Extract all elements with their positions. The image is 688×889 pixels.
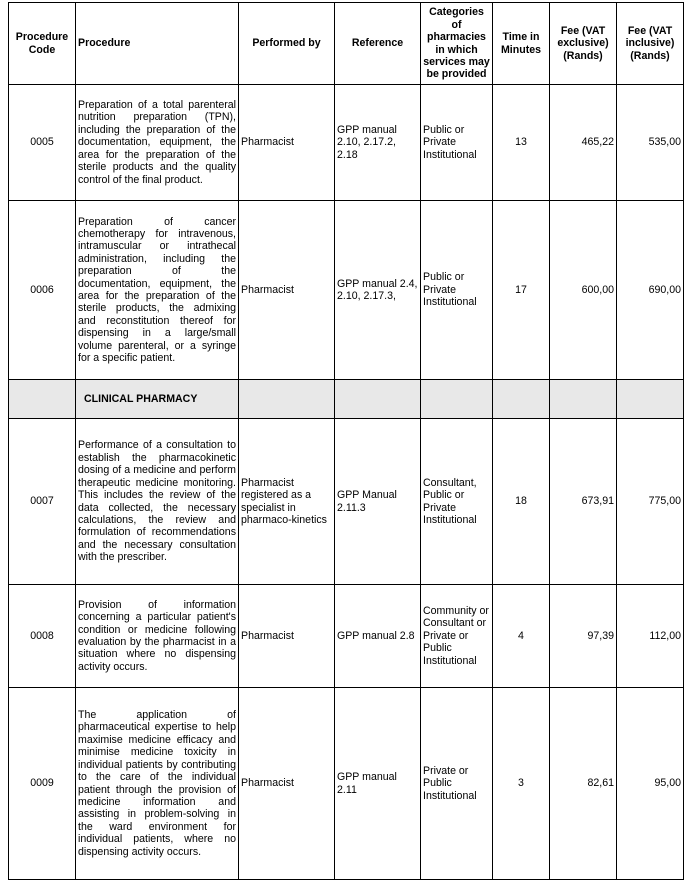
reference: GPP manual 2.11 <box>335 688 421 880</box>
procedure-fee-table <box>8 2 684 880</box>
header-performed-by: Performed by <box>239 3 335 85</box>
performed-by: Pharmacist registered as a specialist in pharmaco-kinetics <box>239 419 335 585</box>
fee-vat-inclusive: 535,00 <box>617 85 684 201</box>
header-fee-excl: Fee (VAT exclusive) (Rands) <box>550 3 617 85</box>
table-row <box>9 688 684 880</box>
fee-vat-exclusive: 600,00 <box>550 201 617 380</box>
reference: GPP manual 2.10, 2.17.2, 2.18 <box>335 85 421 201</box>
procedure-description: The application of pharmaceutical expertise to help maximise medicine efficacy and minimise medicine toxicity in individual patients by contributing to the care of the individual patient through the provision of medicine information and assisting in problem-solving in the ward environment for individual patients, where no dispensing activity occurs. <box>76 688 239 880</box>
section-title: CLINICAL PHARMACY <box>76 380 239 419</box>
time-minutes: 17 <box>493 201 550 380</box>
procedure-description: Performance of a consultation to establish the pharmacokinetic dosing of a medicine and perform therapeutic medicine monitoring. This includes the review of the data collected, the necessary calculations, the review and formulation of recommendations and the necessary consultation with the prescriber. <box>76 419 239 585</box>
performed-by: Pharmacist <box>239 201 335 380</box>
header-categories: Categories of pharmacies in which services may be provided <box>421 3 493 85</box>
procedure-code: 0008 <box>9 585 76 688</box>
categories: Consultant, Public or Private Institutional <box>421 419 493 585</box>
reference: GPP manual 2.8 <box>335 585 421 688</box>
section-row <box>9 380 684 419</box>
procedure-code: 0005 <box>9 85 76 201</box>
procedure-code: 0007 <box>9 419 76 585</box>
section-empty-cell <box>335 380 421 419</box>
table-row <box>9 85 684 201</box>
time-minutes: 13 <box>493 85 550 201</box>
header-time: Time in Minutes <box>493 3 550 85</box>
header-fee-incl: Fee (VAT inclusive) (Rands) <box>617 3 684 85</box>
time-minutes: 4 <box>493 585 550 688</box>
procedure-code: 0009 <box>9 688 76 880</box>
section-empty-cell <box>421 380 493 419</box>
section-empty-cell <box>617 380 684 419</box>
time-minutes: 18 <box>493 419 550 585</box>
table-row <box>9 419 684 585</box>
reference: GPP manual 2.4, 2.10, 2.17.3, <box>335 201 421 380</box>
performed-by: Pharmacist <box>239 688 335 880</box>
categories: Community or Consultant or Private or Public Institutional <box>421 585 493 688</box>
performed-by: Pharmacist <box>239 85 335 201</box>
table-row <box>9 585 684 688</box>
fee-vat-inclusive: 95,00 <box>617 688 684 880</box>
categories: Public or Private Institutional <box>421 85 493 201</box>
categories: Private or Public Institutional <box>421 688 493 880</box>
fee-vat-exclusive: 82,61 <box>550 688 617 880</box>
fee-vat-inclusive: 112,00 <box>617 585 684 688</box>
header-row <box>9 3 684 85</box>
section-empty-cell <box>493 380 550 419</box>
procedure-code: 0006 <box>9 201 76 380</box>
performed-by: Pharmacist <box>239 585 335 688</box>
fee-vat-exclusive: 97,39 <box>550 585 617 688</box>
fee-vat-exclusive: 673,91 <box>550 419 617 585</box>
reference: GPP Manual 2.11.3 <box>335 419 421 585</box>
fee-vat-exclusive: 465,22 <box>550 85 617 201</box>
header-reference: Reference <box>335 3 421 85</box>
categories: Public or Private Institutional <box>421 201 493 380</box>
fee-vat-inclusive: 690,00 <box>617 201 684 380</box>
section-empty-cell <box>239 380 335 419</box>
procedure-description: Preparation of cancer chemotherapy for intravenous, intramuscular or intrathecal administration, including the preparation of the documentation, equipment, the area for the preparation of the sterile products, the admixing and reconstitution thereof for dispensing in a large/small volume parenteral, or a syringe for a specific patient. <box>76 201 239 380</box>
section-empty-cell <box>9 380 76 419</box>
procedure-description: Provision of information concerning a particular patient's condition or medicine following evaluation by the pharmacist in a situation where no dispensing activity occurs. <box>76 585 239 688</box>
procedure-description: Preparation of a total parenteral nutrition preparation (TPN), including the preparation of the documentation, equipment, the area for the preparation of the sterile products and the quality control of the final product. <box>76 85 239 201</box>
time-minutes: 3 <box>493 688 550 880</box>
section-empty-cell <box>550 380 617 419</box>
table-row <box>9 201 684 380</box>
fee-vat-inclusive: 775,00 <box>617 419 684 585</box>
header-procedure-code: Procedure Code <box>9 3 76 85</box>
header-procedure: Procedure <box>76 3 239 85</box>
